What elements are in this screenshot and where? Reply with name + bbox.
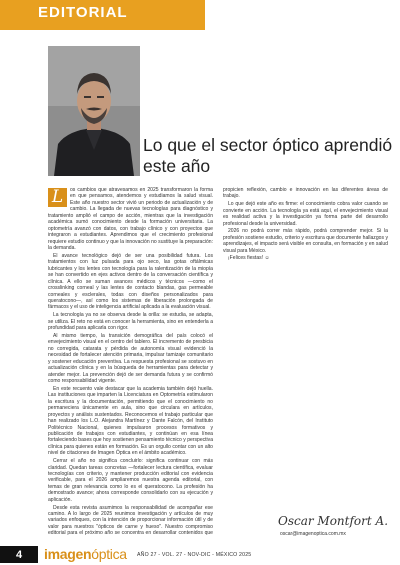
closing-line: ¡Felices fiestas! ☺ — [228, 255, 270, 262]
article-paragraph: Desde esta revista asumimos la responsabilidad de acompañar ese camino. A lo largo de 2025 reunimos investigación y artículos de muy variados enfoques, con la intención de proporcionar información útil y de valor para nuestros "ópticos de carne y hueso". Nuestro compromiso editorial para el próximo año se concentra en desarrollar contenidos que propicien reflexión, cambio e innovación en las diferentes áreas de trabajo. — [48, 187, 388, 537]
article-paragraph: En este recuento vale destacar que la academia también dejó huella. Las instituciones que imparten la Licenciatura en Optometría estimularon la escritura y la documentación, permitiendo que el conocimiento no permaneciera únicamente en aula, sino que circulara en artículos, proyectos y análisis sustentados. Reconocemos el trabajo particular que han realizado los L.O. Alejandra Martínez y Dante Falcón, del Instituto Politécnico Nacional, quienes impulsaron procesos formativos y publicación de trabajos con estudiantes, y continúan en esa línea fortaleciendo bases que hoy sostienen pensamiento técnico y perspectiva clínica para quienes están en formación. Es un orgullo contar con un alto nivel de citaciones de Imagen Óptica en el ámbito académico. — [48, 385, 213, 457]
article-paragraph: 2026 no podrá correr más rápido, podrá comprender mejor. Si la profesión sostiene estudio, criterio y escritura que documente hallazgos y aprendizajes, el impacto será visible en consulta, en formación y en salud visual para México. — [223, 228, 388, 254]
article-body — [48, 187, 388, 539]
article-paragraph: Cerrar el año no significa concluirlo: significa continuar con más claridad. Quedan tareas concretas —fortalecer lectura científica, evaluar tecnologías con criterio, y mantener producción editorial con evidencia verificable, para el 2026 ampliaremos nuestra agenda editorial, con temas de gran relevancia como lo es el queratocono. La profesión ha demostrado avance; ahora corresponde consolidarlo con su ejecución y aplicación. — [48, 458, 213, 503]
author-photo — [48, 46, 140, 176]
article-title: Lo que el sector óptico aprendió este año — [143, 135, 393, 176]
section-banner — [0, 0, 205, 30]
author-signature: Oscar Montfort A. — [278, 514, 389, 528]
issue-info: AÑO 27 - VOL. 27 - NOV-DIC - MÉXICO 2025 — [137, 552, 252, 558]
article-paragraph: La tecnología ya no se observa desde la orilla: se estudia, se adapta, se utiliza. El reto no está en conocer la herramienta, sino en entenderla a profundidad para aplicarla con rigor. — [48, 312, 213, 332]
article-paragraph: Al mismo tiempo, la transición demográfica del país colocó el envejecimiento visual en el centro del tablero. El incremento de presbicia no corregida, catarata y pérdida de autonomía visual evidenció la necesidad de fortalecer atención primaria, impulsar tamizaje comunitario y sostener educación preventiva. La respuesta profesional se sostuvo en actualización clínica y en la búsqueda de herramientas para detectar y atender mejor. La prevención dejó de ser demanda futura y se confirmó como responsabilidad vigente. — [48, 332, 213, 385]
article-paragraph: L os cambios que atravesamos en 2025 transformaron la forma en que pensamos, atendemos y estudiamos la salud visual. Este año nuestro sector vivió un periodo de actualización y de cambio. La llegada de nuevas tecnologías para diagnóstico y tratamiento amplió el campo de acción, mientras que la investigación académica sumó conocimiento desde la formación universitaria. La optometría avanzó con datos, con trabajo clínico y con proyectos que integraron a estudiantes. Aprendimos que el crecimiento profesional requiere estudio continuo y que la innovación no sustituye la preparación: la demanda. — [48, 187, 213, 252]
magazine-logo: imagenóptica — [44, 546, 127, 562]
page-number: 4 — [0, 546, 38, 563]
drop-cap: L — [48, 188, 67, 207]
article-paragraph: Lo que dejó este año es firme: el conocimiento cobra valor cuando se convierte en acción. La tecnología ya está aquí, el envejecimiento visual es realidad activa y la investigación ya forma parte del desarrollo profesional desde la universidad. — [223, 201, 388, 227]
page-footer — [0, 544, 400, 565]
smile-icon: ☺ — [264, 255, 270, 262]
author-email: oscar@imagenoptica.com.mx — [280, 531, 346, 537]
article-paragraph: El avance tecnológico dejó de ser una posibilidad futura. Los tratamientos con luz pulsada para ojo seco, las gotas oftálmicas lubricantes y los lentes con tecnología para la ralentización de la miopía se han convertido en ejes activos dentro de la conversación científica y clínica. A ello se suman avances médicos y técnicos —como el crosslinking corneal y las lentes de contacto blandas, gas permeable corneales y esclerales, todas con diseños personalizados para queratocono—, así como los sistemas de liberación prolongada de fármacos y el uso de inteligencia artificial aplicada a la evaluación visual. — [48, 252, 213, 311]
section-label: EDITORIAL — [38, 4, 128, 21]
